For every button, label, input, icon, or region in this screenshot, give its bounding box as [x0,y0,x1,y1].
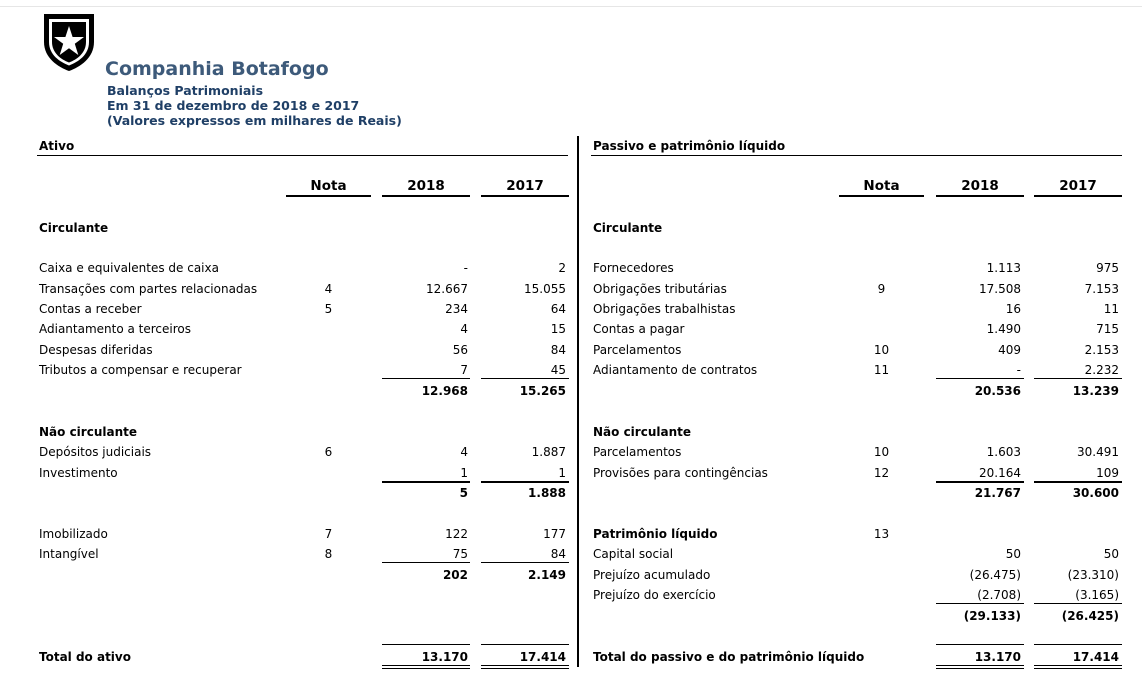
row-label: Provisões para contingências [593,466,768,480]
row-2018: (2.708) [977,588,1021,602]
row-2018: 50 [1005,547,1021,561]
ativo-imob-total-2018: 202 [442,568,468,582]
row-label: Capital social [593,547,674,561]
row-label: Contas a pagar [593,322,685,336]
ativo-col-2017: 2017 [506,178,544,194]
passivo-nao-circulante-total-2017: 30.600 [1072,486,1119,500]
row-2018: (26.475) [969,568,1021,582]
total-double-rule [936,665,1024,666]
row-2017: 177 [543,527,566,541]
total-double-rule [936,668,1024,669]
row-2018: 4 [460,445,468,459]
row-2017: 2.153 [1084,343,1119,357]
total-passivo-label: Total do passivo e do patrimônio líquido [593,650,865,664]
passivo-col-2018-rule [936,195,1024,197]
subtotal-rule [1034,481,1122,483]
row-2017: 84 [550,547,566,561]
row-2018: 1 [460,466,468,480]
row-nota: 10 [873,445,890,459]
row-2017: (3.165) [1075,588,1119,602]
row-2017: 2.232 [1084,363,1119,377]
row-2018: 4 [460,322,468,336]
total-double-rule [1034,668,1122,669]
row-nota: 11 [873,363,890,377]
subtotal-rule [1034,603,1122,604]
ativo-imob-total-2017: 2.149 [528,568,566,582]
row-2017: 64 [550,302,566,316]
subtotal-rule [936,603,1024,604]
row-2018: - [1016,363,1021,377]
report-units: (Valores expressos em milhares de Reais) [107,113,402,128]
total-rule [1034,644,1122,645]
company-name: Companhia Botafogo [105,58,329,80]
row-2018: 20.164 [979,466,1021,480]
row-label: Depósitos judiciais [39,445,152,459]
passivo-heading: Passivo e patrimônio líquido [593,139,786,153]
total-passivo-2017: 17.414 [1072,650,1119,664]
row-2017: 84 [550,343,566,357]
pl-total-2017: (26.425) [1061,609,1119,623]
row-label: Imobilizado [39,527,108,541]
ativo-nao-circulante-total-2018: 5 [459,486,468,500]
row-2017: 715 [1096,322,1119,336]
row-2017: 30.491 [1077,445,1119,459]
row-2017: 15 [550,322,566,336]
total-ativo-2018: 13.170 [421,650,468,664]
row-2018: 234 [445,302,468,316]
row-label: Parcelamentos [593,343,682,357]
row-label: Transações com partes relacionadas [39,282,258,296]
row-label: Caixa e equivalentes de caixa [39,261,219,275]
row-2017: 50 [1103,547,1119,561]
row-label: Fornecedores [593,261,674,275]
row-2018: 7 [460,363,468,377]
row-2017: 2 [558,261,566,275]
row-nota: 5 [324,302,333,316]
total-double-rule [1034,665,1122,666]
row-2017: 109 [1096,466,1119,480]
passivo-nao-circulante-total-2018: 21.767 [974,486,1021,500]
ativo-circulante-total-2018: 12.968 [421,384,468,398]
row-2018: 122 [445,527,468,541]
row-nota: 4 [324,282,333,296]
row-2018: 1.490 [986,322,1021,336]
total-rule [936,644,1024,645]
row-nota: 7 [324,527,333,541]
pl-nota: 13 [873,527,890,541]
row-2018: 12.667 [426,282,468,296]
row-2018: 56 [452,343,468,357]
passivo-circulante-total-2017: 13.239 [1072,384,1119,398]
ativo-heading: Ativo [39,139,75,153]
row-label: Adiantamento de contratos [593,363,758,377]
total-ativo-2017: 17.414 [519,650,566,664]
row-nota: 9 [877,282,886,296]
row-2018: - [463,261,468,275]
passivo-heading-underline [591,155,1122,156]
row-2017: 7.153 [1084,282,1119,296]
row-nota: 12 [873,466,890,480]
passivo-circulante-total-2018: 20.536 [974,384,1021,398]
passivo-col-nota: Nota [863,178,900,194]
passivo-col-2017-rule [1034,195,1122,197]
row-2017: 15.055 [524,282,566,296]
row-2017: 1.887 [531,445,566,459]
pl-label: Patrimônio líquido [593,527,718,541]
row-label: Contas a receber [39,302,142,316]
row-label: Obrigações tributárias [593,282,727,296]
row-2018: 75 [452,547,468,561]
row-2018: 409 [998,343,1021,357]
row-2018: 1.603 [986,445,1021,459]
row-label: Prejuízo do exercício [593,588,716,602]
row-2017: 45 [550,363,566,377]
row-2017: (23.310) [1067,568,1119,582]
row-2017: 1 [558,466,566,480]
row-nota: 8 [324,547,333,561]
row-2018: 16 [1005,302,1021,316]
ativo-col-nota: Nota [310,178,347,194]
report-title: Balanços Patrimoniais [107,83,264,98]
row-label: Adiantamento a terceiros [39,322,192,336]
row-label: Tributos a compensar e recuperar [39,363,242,377]
report-date: Em 31 de dezembro de 2018 e 2017 [107,98,360,113]
row-2017: 975 [1096,261,1119,275]
row-label: Despesas diferidas [39,343,153,357]
total-ativo-label: Total do ativo [39,650,131,664]
passivo-nao-circulante-label: Não circulante [593,425,691,439]
ativo-col-2018: 2018 [407,178,445,194]
row-label: Parcelamentos [593,445,682,459]
subtotal-rule [936,481,1024,483]
row-label: Obrigações trabalhistas [593,302,736,316]
passivo-circulante-label: Circulante [593,221,663,235]
row-nota: 10 [873,343,890,357]
row-2018: 1.113 [986,261,1021,275]
ativo-nao-circulante-total-2017: 1.888 [528,486,566,500]
pl-total-2018: (29.133) [963,609,1021,623]
ativo-nao-circulante-label: Não circulante [39,425,137,439]
passivo-col-nota-rule [839,195,924,197]
total-passivo-2018: 13.170 [974,650,1021,664]
row-2018: 17.508 [979,282,1021,296]
subtotal-rule [936,378,1024,379]
passivo-col-2017: 2017 [1059,178,1097,194]
row-label: Investimento [39,466,118,480]
subtotal-rule [1034,378,1122,379]
row-nota: 6 [324,445,333,459]
row-label: Prejuízo acumulado [593,568,711,582]
row-2017: 11 [1103,302,1119,316]
row-label: Intangível [39,547,99,561]
ativo-circulante-label: Circulante [39,221,109,235]
passivo-col-2018: 2018 [961,178,999,194]
ativo-circulante-total-2017: 15.265 [519,384,566,398]
